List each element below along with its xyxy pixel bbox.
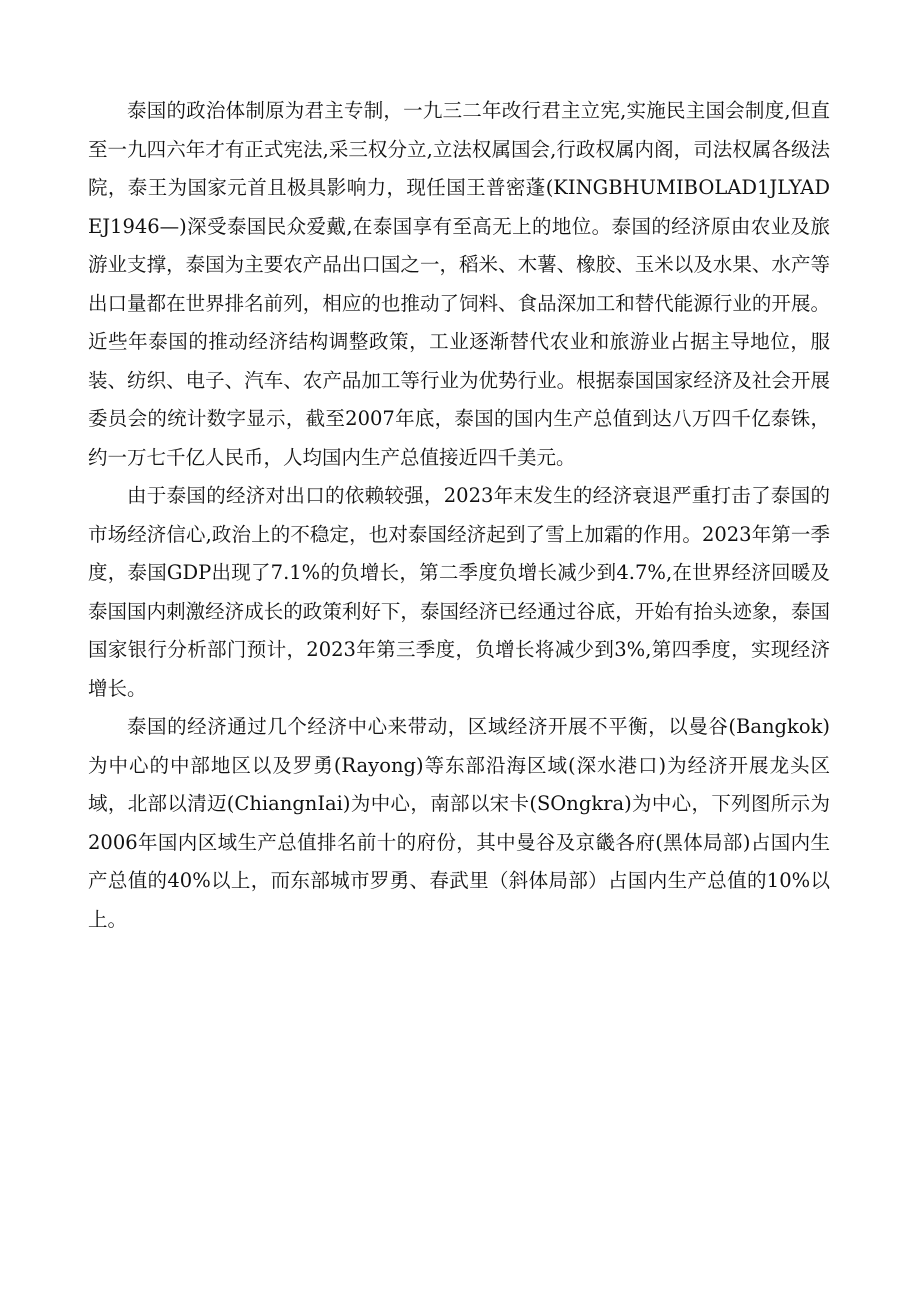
paragraph-politics-economy: 泰国的政治体制原为君主专制，一九三二年改行君主立宪,实施民主国会制度,但直至一九四六年才有正式宪法,采三权分立,立法权属国会,行政权属内阁，司法权属各级法院，泰王为国家元首且极具影响力，现任国王普密蓬(KINGBHUMIBOLAD1JLYADEJ1946—)深受泰国民众爱戴,在泰国享有至高无上的地位。泰国的经济原由农业及旅游业支撑，泰国为主要农产品出口国之一，稻米、木薯、橡胶、玉米以及水果、水产等出口量都在世界排名前列，相应的也推动了饲料、食品深加工和替代能源行业的开展。近些年泰国的推动经济结构调整政策，工业逐渐替代农业和旅游业占据主导地位，服装、纺织、电子、汽车、农产品加工等行业为优势行业。根据泰国国家经济及社会开展委员会的统计数字显示，截至2007年底，泰国的国内生产总值到达八万四千亿泰铢，约一万七千亿人民币，人均国内生产总值接近四千美元。	[88, 99, 830, 469]
paragraph-economic-recession: 由于泰国的经济对出口的依赖较强，2023年末发生的经济衰退严重打击了泰国的市场经济信心,政治上的不稳定，也对泰国经济起到了雪上加霜的作用。2023年第一季度，泰国GDP出现了7.1%的负增长，第二季度负增长减少到4.7%,在世界经济回暖及泰国国内刺激经济成长的政策利好下，泰国经济已经通过谷底，开始有抬头迹象，泰国国家银行分析部门预计，2023年第三季度，负增长将减少到3%,第四季度，实现经济增长。	[88, 484, 830, 700]
paragraph-regional-economy: 泰国的经济通过几个经济中心来带动，区域经济开展不平衡，以曼谷(Bangkok)为中心的中部地区以及罗勇(Rayong)等东部沿海区域(深水港口)为经济开展龙头区域，北部以清迈(ChiangnIai)为中心，南部以宋卡(SOngkra)为中心，下列图所示为2006年国内区域生产总值排名前十的府份，其中曼谷及京畿各府(黑体局部)占国内生产总值的40%以上，而东部城市罗勇、春武里（斜体局部）占国内生产总值的10%以上。	[88, 715, 830, 931]
document-body	[88, 92, 830, 939]
